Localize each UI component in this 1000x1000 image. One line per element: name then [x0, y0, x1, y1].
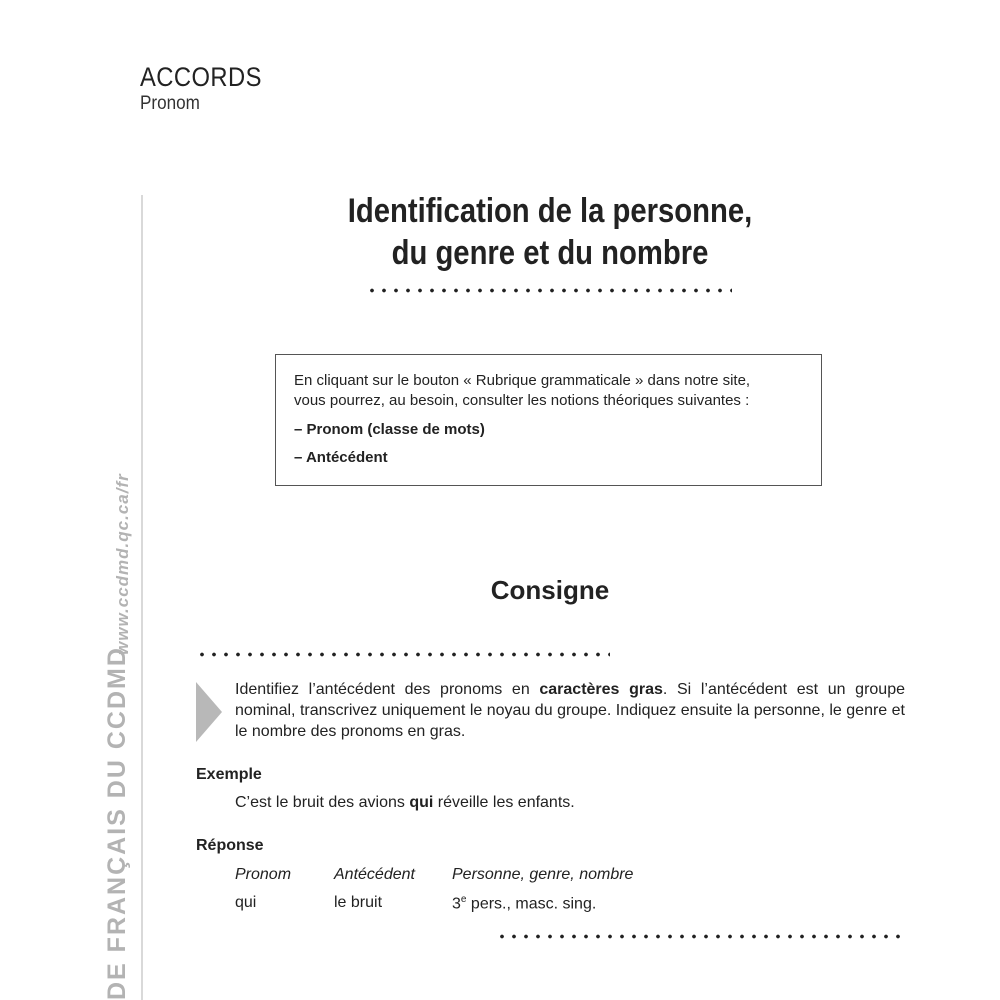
reponse-label: Réponse	[196, 837, 264, 854]
section-subtitle: Pronom	[140, 93, 200, 114]
arrow-right-icon	[196, 682, 222, 742]
consigne-text: Identifiez l’antécédent des pronoms en caractères gras. Si l’antécédent est un groupe nominal, transcrivez uniquement le noyau du groupe. Indiquez ensuite la personne, le genre et le nombre des pronoms en gras.	[235, 681, 906, 740]
info-box	[275, 354, 822, 486]
exemple-bold-pronoun: qui	[409, 794, 434, 811]
page-title-line1: Identification de la personne,	[347, 192, 753, 230]
col-header-pronom: Pronom	[235, 866, 292, 883]
sidebar-rule	[141, 195, 143, 1000]
info-line-2: vous pourrez, au besoin, consulter les notions théoriques suivantes :	[294, 392, 750, 409]
info-item-antecedent: – Antécédent	[294, 449, 388, 466]
info-item-pronom: – Pronom (classe de mots)	[294, 421, 485, 438]
section-title: ACCORDS	[140, 62, 262, 92]
consigne-bold: caractères gras	[539, 681, 663, 698]
exemple-label: Exemple	[196, 766, 262, 783]
col-header-personne: Personne, genre, nombre	[452, 866, 634, 883]
consigne-title: Consigne	[490, 575, 610, 605]
page-title	[150, 190, 950, 274]
cell-pronom: qui	[235, 894, 257, 911]
info-line-1: En cliquant sur le bouton « Rubrique grammaticale » dans notre site,	[294, 372, 751, 389]
consigne-dotted-rule	[196, 652, 610, 657]
exemple-sentence: C’est le bruit des avions qui réveille les enfants.	[235, 794, 575, 811]
cell-antecedent: le bruit	[334, 894, 383, 911]
cell-personne: 3e pers., masc. sing.	[452, 894, 597, 913]
bottom-dotted-rule	[496, 934, 904, 939]
col-header-antecedent: Antécédent	[334, 866, 415, 883]
page-title-line2: du genre et du nombre	[391, 234, 709, 272]
sidebar-url: www.ccdmd.qc.ca/fr	[113, 473, 132, 655]
title-dotted-rule	[366, 288, 732, 293]
sidebar-brand: DE FRANÇAIS DU CCDMD	[103, 646, 131, 1000]
section-header	[140, 62, 279, 116]
